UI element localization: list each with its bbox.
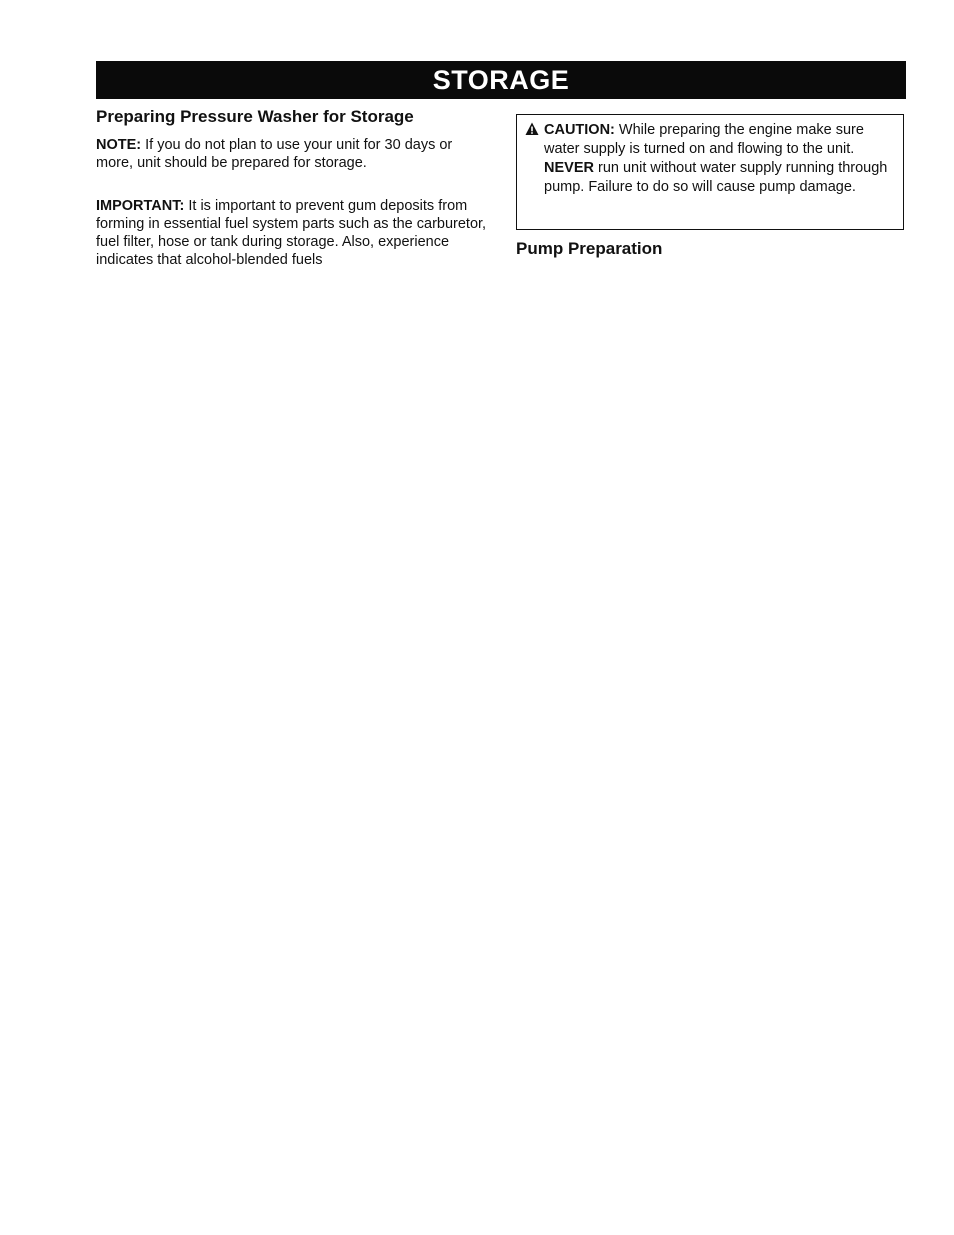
important-paragraph (96, 197, 491, 269)
note-paragraph (96, 136, 491, 172)
section-heading-pump: Pump Preparation (516, 239, 663, 258)
section-heading-preparing: Preparing Pressure Washer for Storage (96, 107, 414, 126)
caution-label: CAUTION: (544, 122, 615, 138)
note-label: NOTE: (96, 137, 142, 153)
caution-never: NEVER (544, 160, 594, 176)
storage-banner (96, 61, 906, 99)
left-column (96, 106, 491, 269)
caution-box (516, 114, 904, 230)
important-text: It is important to prevent gum deposits from forming in essential fuel system parts such as the carburetor, fuel filter, hose or tank during storage. Also, experience indicates that alcohol-blended fuels (96, 198, 487, 268)
note-text: If you do not plan to use your unit for 30 days or more, unit should be prepared for storage. (96, 137, 453, 171)
page-title: STORAGE (432, 64, 570, 95)
important-label: IMPORTANT: (96, 198, 185, 214)
caution-text-part-2: run unit without water supply running through pump. Failure to do so will cause pump damage. (544, 160, 888, 195)
warning-triangle-icon (525, 122, 539, 136)
caution-text-part-1: While preparing the engine make sure water supply is turned on and flowing to the unit. (544, 122, 864, 157)
caution-paragraph (544, 121, 893, 197)
right-column (516, 114, 904, 260)
